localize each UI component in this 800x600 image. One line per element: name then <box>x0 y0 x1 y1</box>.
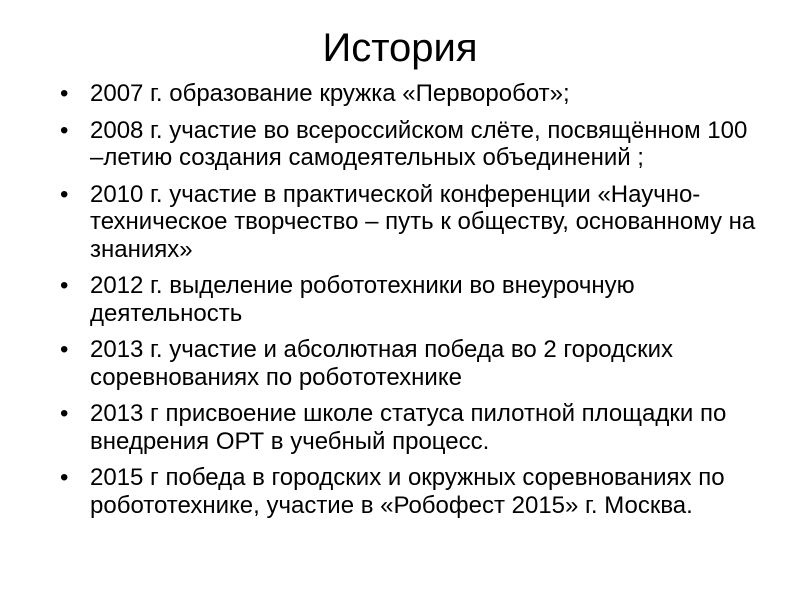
bullet-icon: • <box>60 336 69 363</box>
bullet-icon: • <box>60 464 69 491</box>
list-item-text: 2013 г присвоение школе статуса пилотной площадки по внедрения ОРТ в учебный процесс. <box>90 400 727 455</box>
list-item-text: 2015 г победа в городских и окружных соревнованиях по робототехнике, участие в «Робофест 2015» г. Москва. <box>90 464 725 519</box>
list-item <box>60 272 765 327</box>
list-item <box>60 117 765 172</box>
history-list <box>60 80 765 528</box>
list-item <box>60 336 765 391</box>
list-item-text: 2007 г. образование кружка «Перворобот»; <box>90 80 570 107</box>
slide-title: История <box>322 26 478 70</box>
bullet-icon: • <box>60 80 69 107</box>
list-item <box>60 181 765 264</box>
list-item <box>60 400 765 455</box>
bullet-icon: • <box>60 116 69 144</box>
list-item <box>60 80 765 108</box>
bullet-icon: • <box>60 272 69 299</box>
list-item <box>60 464 765 519</box>
list-item-text: 2010 г. участие в практической конференции «Научно-техническое творчество – путь к обществу, основанному на знаниях» <box>90 180 756 263</box>
list-item-text: 2008 г. участие во всероссийском слёте, посвящённом 100 –летию создания самодеятельных объединений ; <box>90 116 748 171</box>
list-item-text: 2013 г. участие и абсолютная победа во 2 городских соревнованиях по робототехнике <box>90 336 674 391</box>
bullet-icon: • <box>60 400 69 427</box>
bullet-icon: • <box>60 180 69 208</box>
list-item-text: 2012 г. выделение робототехники во внеурочную деятельность <box>90 272 635 327</box>
